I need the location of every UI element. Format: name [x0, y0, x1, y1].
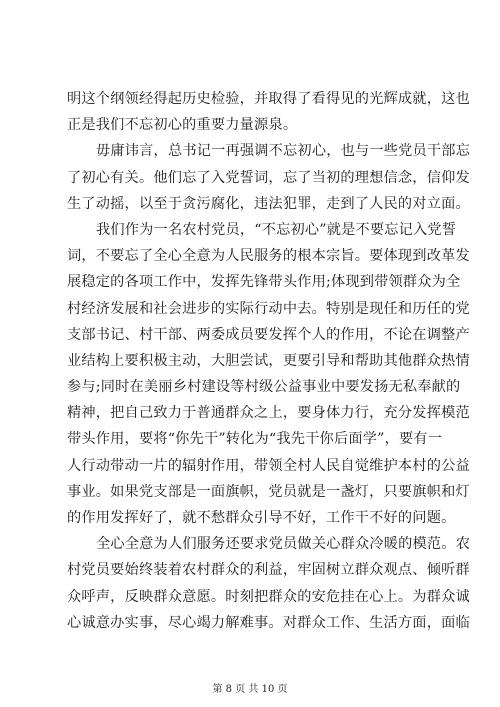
- text-line: 毋庸讳言，总书记一再强调不忘初心，也与一些党员干部忘: [96, 143, 471, 160]
- text-line: 村经济发展和社会进步的实际行动中去。特别是现任和历任的党: [67, 300, 470, 317]
- text-line: 我们作为一名农村党员，“不忘初心”就是不要忘记入党誓: [96, 221, 457, 238]
- page-number-footer: 第 8 页 共 10 页: [212, 684, 288, 695]
- text-line: 展稳定的各项工作中，发挥先锋带头作用;体现到带领群众为全: [67, 274, 461, 291]
- text-line: 生了动摇，以至于贪污腐化，违法犯罪，走到了人民的对立面。: [67, 195, 470, 212]
- text-line: 众呼声，反映群众意愿。时刻把群众的安危挂在心上。为群众诚: [67, 588, 470, 605]
- text-line: 参与;同时在美丽乡村建设等村级公益事业中要发扬无私奉献的: [67, 379, 461, 396]
- text-line: 词，不要忘了全心全意为人民服务的根本宗旨。要体现到改革发: [67, 248, 470, 265]
- paragraph-3: [67, 217, 470, 531]
- paragraph-4: [67, 531, 471, 636]
- text-line: 带头作用，要将“你先干”转化为“我先干你后面学”，要有一: [67, 431, 443, 448]
- text-line: 的作用发挥好了，就不愁群众引导不好，工作干不好的问题。: [67, 510, 456, 526]
- text-line: 支部书记、村干部、两委成员要发挥个人的作用，不论在调整产: [67, 326, 470, 343]
- text-line: 人行动带动一片的辐射作用，带领全村人民自觉维护本村的公益: [67, 457, 470, 474]
- text-line: 了初心有关。他们忘了入党誓词，忘了当初的理想信念，信仰发: [67, 169, 470, 186]
- text-line: 明这个纲领经得起历史检验，并取得了看得见的光辉成就，这也: [67, 91, 470, 107]
- text-line: 业结构上要积极主动，大胆尝试，更要引导和帮助其他群众热情: [67, 352, 470, 369]
- text-line: 正是我们不忘初心的重要力量源泉。: [67, 117, 298, 134]
- text-line: 事业。如果党支部是一面旗帜，党员就是一盏灯，只要旗帜和灯: [67, 483, 470, 500]
- text-line: 全心全意为人们服务还要求党员做关心群众冷暖的模范。农: [96, 536, 471, 553]
- paragraph-1: [67, 86, 470, 138]
- text-line: 村党员要始终装着农村群众的利益，牢固树立群众观点、倾听群: [67, 562, 470, 579]
- paragraph-2: [67, 138, 471, 217]
- document-body: [67, 86, 471, 636]
- text-line: 精神，把自己致力于普通群众之上，要身体力行，充分发挥模范: [67, 405, 470, 422]
- text-line: 心诚意办实事，尽心竭力解难事。对群众工作、生活方面，面临: [67, 614, 470, 631]
